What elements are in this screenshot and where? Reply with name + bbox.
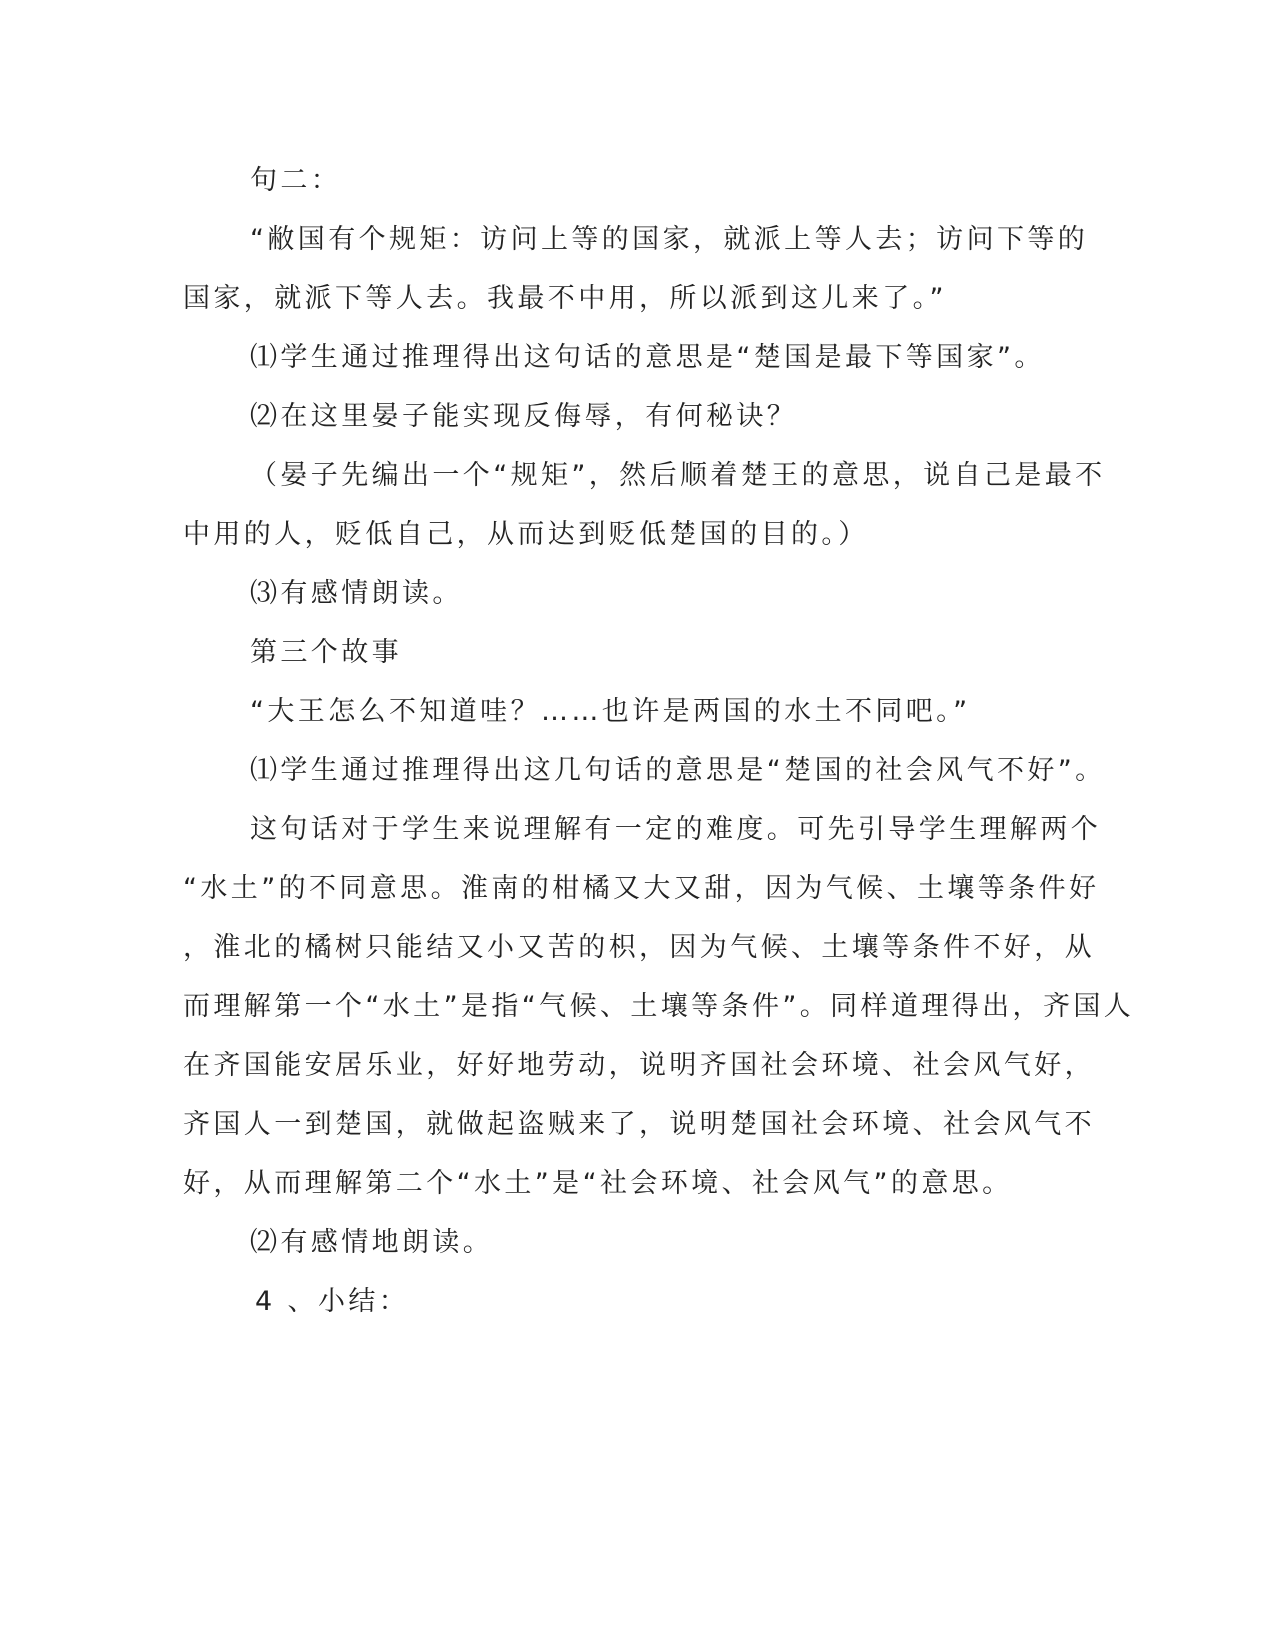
text-line-14: ，淮北的橘树只能结又小又苦的枳，因为气候、土壤等条件不好，从 (183, 932, 1095, 963)
text-line-16: 在齐国能安居乐业，好好地劳动，说明齐国社会环境、社会风气好， (183, 1050, 1095, 1081)
text-line-7: 中用的人，贬低自己，从而达到贬低楚国的目的。） (183, 519, 869, 550)
text-line-15: 而理解第一个“水土”是指“气候、土壤等条件”。同样道理得出，齐国人 (183, 991, 1135, 1022)
text-line-20: 4 、小结： (255, 1286, 410, 1317)
text-line-3: 国家，就派下等人去。我最不中用，所以派到这儿来了。” (183, 283, 947, 314)
text-line-10: “大王怎么不知道哇？……也许是两国的水土不同吧。” (250, 696, 971, 727)
text-line-1: 句二： (250, 165, 342, 196)
text-line-6: （晏子先编出一个“规矩”，然后顺着楚王的意思，说自己是最不 (250, 460, 1106, 491)
text-line-19: ⑵有感情地朗读。 (250, 1227, 494, 1258)
text-line-17: 齐国人一到楚国，就做起盗贼来了，说明楚国社会环境、社会风气不 (183, 1109, 1095, 1140)
text-line-18: 好，从而理解第二个“水土”是“社会环境、社会风气”的意思。 (183, 1168, 1013, 1199)
text-line-8: ⑶有感情朗读。 (250, 578, 463, 609)
text-line-4: ⑴学生通过推理得出这句话的意思是“楚国是最下等国家”。 (250, 342, 1045, 373)
text-line-11: ⑴学生通过推理得出这几句话的意思是“楚国的社会风气不好”。 (250, 755, 1106, 786)
text-line-2: “敝国有个规矩：访问上等的国家，就派上等人去；访问下等的 (250, 224, 1089, 255)
text-line-5: ⑵在这里晏子能实现反侮辱，有何秘诀？ (250, 401, 798, 432)
text-line-9: 第三个故事 (250, 637, 402, 668)
text-line-13: “水土”的不同意思。淮南的柑橘又大又甜，因为气候、土壤等条件好 (183, 873, 1100, 904)
text-line-12: 这句话对于学生来说理解有一定的难度。可先引导学生理解两个 (250, 814, 1102, 845)
